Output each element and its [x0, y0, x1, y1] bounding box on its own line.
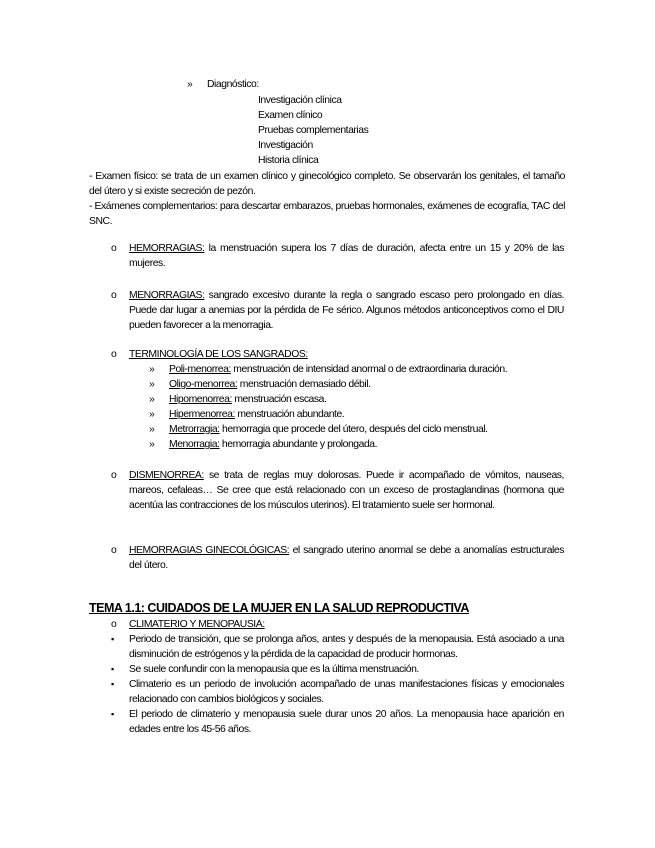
circle-bullet-icon: o [111, 349, 117, 360]
circle-bullet-icon: o [111, 619, 117, 630]
circle-bullet-icon: o [111, 545, 117, 556]
terminologia-item [149, 437, 507, 452]
climaterio-item: El periodo de climaterio y menopausia suele durar unos 20 años. La menopausia hace aparición en edades entre los 45-56 años. [129, 709, 564, 735]
dismenorrea-item [129, 468, 564, 513]
chevron-bullet-icon: » [149, 379, 155, 390]
terminologia-item [149, 392, 507, 407]
dismenorrea-text: se trata de reglas muy dolorosas. Puede ir acompañado de vómitos, nauseas, mareos, cefaleas… Se cree que está relacionado con un exceso de prostaglandinas (hormona que acentúa las contracciones de los músculos uterinos). El tratamiento suele ser hormonal. [129, 470, 564, 511]
menorragias-term: MENORRAGIAS: [129, 290, 205, 301]
terminologia-item [149, 422, 507, 437]
climaterio-item: Periodo de transición, que se prolonga años, antes y después de la menopausia. Está asociado a una disminución de estrógenos y la pérdida de la capacidad de producir hormonas. [129, 634, 564, 660]
term-label: Menorragia: [169, 439, 220, 450]
climaterio-item: Climaterio es un periodo de involución acompañado de unas manifestaciones físicas y emocionales relacionado con cambios biológicos y sociales. [129, 679, 564, 705]
diagnostico-item: Investigación clínica [258, 95, 342, 106]
chevron-bullet-icon: » [149, 439, 155, 450]
examenes-complementarios-paragraph: - Exámenes complementarios: para descartar embarazos, pruebas hormonales, exámenes de ecografía, TAC del SNC. [89, 201, 565, 227]
term-label: Metrorragia: [169, 424, 220, 435]
circle-bullet-icon: o [111, 243, 117, 254]
term-label: Hipomenorrea: [169, 394, 232, 405]
terminologia-item [149, 377, 507, 392]
diagnostico-item: Investigación [258, 140, 313, 151]
section-heading: TEMA 1.1: CUIDADOS DE LA MUJER EN LA SALUD REPRODUCTIVA [89, 601, 469, 615]
examen-fisico-paragraph: - Examen físico: se trata de un examen clínico y ginecológico completo. Se observarán los genitales, el tamaño del útero y si existe secreción de pezón. [89, 171, 565, 197]
diagnostico-label: Diagnóstico: [207, 79, 259, 90]
chevron-bullet-icon: » [149, 424, 155, 435]
terminologia-item [149, 407, 507, 422]
diagnostico-item: Historia clínica [258, 155, 319, 166]
chevron-bullet-icon: » [149, 364, 155, 375]
hemorragias-ginecologicas-item [129, 543, 564, 573]
hemorragias-text: la menstruación supera los 7 días de duración, afecta entre un 15 y 20% de las mujeres. [129, 243, 564, 269]
diagnostico-bullet: » [187, 79, 193, 90]
square-bullet-icon: ▪ [111, 709, 114, 719]
square-bullet-icon: ▪ [111, 679, 114, 689]
term-text: menstruación abundante. [234, 409, 345, 420]
term-text: menstruación escasa. [231, 394, 327, 405]
square-bullet-icon: ▪ [111, 634, 114, 644]
terminologia-list [149, 362, 507, 452]
diagnostico-item: Pruebas complementarias [258, 125, 369, 136]
menorragias-text: sangrado excesivo durante la regla o sangrado escaso pero prolongado en días. Puede dar lugar a anemias por la pérdida de Fe sérico. Algunos métodos anticonceptivos como el DIU pueden favorecer a la menorragia. [129, 290, 564, 331]
hemorragias-item [129, 241, 564, 271]
circle-bullet-icon: o [111, 290, 117, 301]
terminologia-item [149, 362, 507, 377]
diagnostico-list [258, 93, 368, 168]
term-text: hemorragia que procede del útero, después del ciclo menstrual. [219, 424, 488, 435]
square-bullet-icon: ▪ [111, 664, 114, 674]
circle-bullet-icon: o [111, 470, 117, 481]
term-label: Oligo-menorrea: [169, 379, 238, 390]
terminologia-title: TERMINOLOGÍA DE LOS SANGRADOS: [129, 349, 308, 360]
term-text: menstruación demasiado débil. [237, 379, 371, 390]
hemorragias-ginecologicas-text: el sangrado uterino anormal se debe a anomalías estructurales del útero. [129, 545, 564, 571]
term-text: hemorragia abundante y prolongada. [219, 439, 378, 450]
hemorragias-term: HEMORRAGIAS: [129, 243, 205, 254]
climaterio-item: Se suele confundir con la menopausia que es la última menstruación. [129, 664, 419, 675]
section-subtitle: CLIMATERIO Y MENOPAUSIA: [129, 619, 265, 630]
dismenorrea-term: DISMENORREA: [129, 470, 204, 481]
chevron-bullet-icon: » [149, 409, 155, 420]
diagnostico-item: Examen clínico [258, 110, 323, 121]
term-label: Hipermenorrea: [169, 409, 235, 420]
term-text: menstruación de intensidad anormal o de extraordinaria duración. [230, 364, 508, 375]
menorragias-item [129, 288, 564, 333]
term-label: Poli-menorrea: [169, 364, 231, 375]
chevron-bullet-icon: » [149, 394, 155, 405]
hemorragias-ginecologicas-term: HEMORRAGIAS GINECOLÓGICAS: [129, 545, 290, 556]
